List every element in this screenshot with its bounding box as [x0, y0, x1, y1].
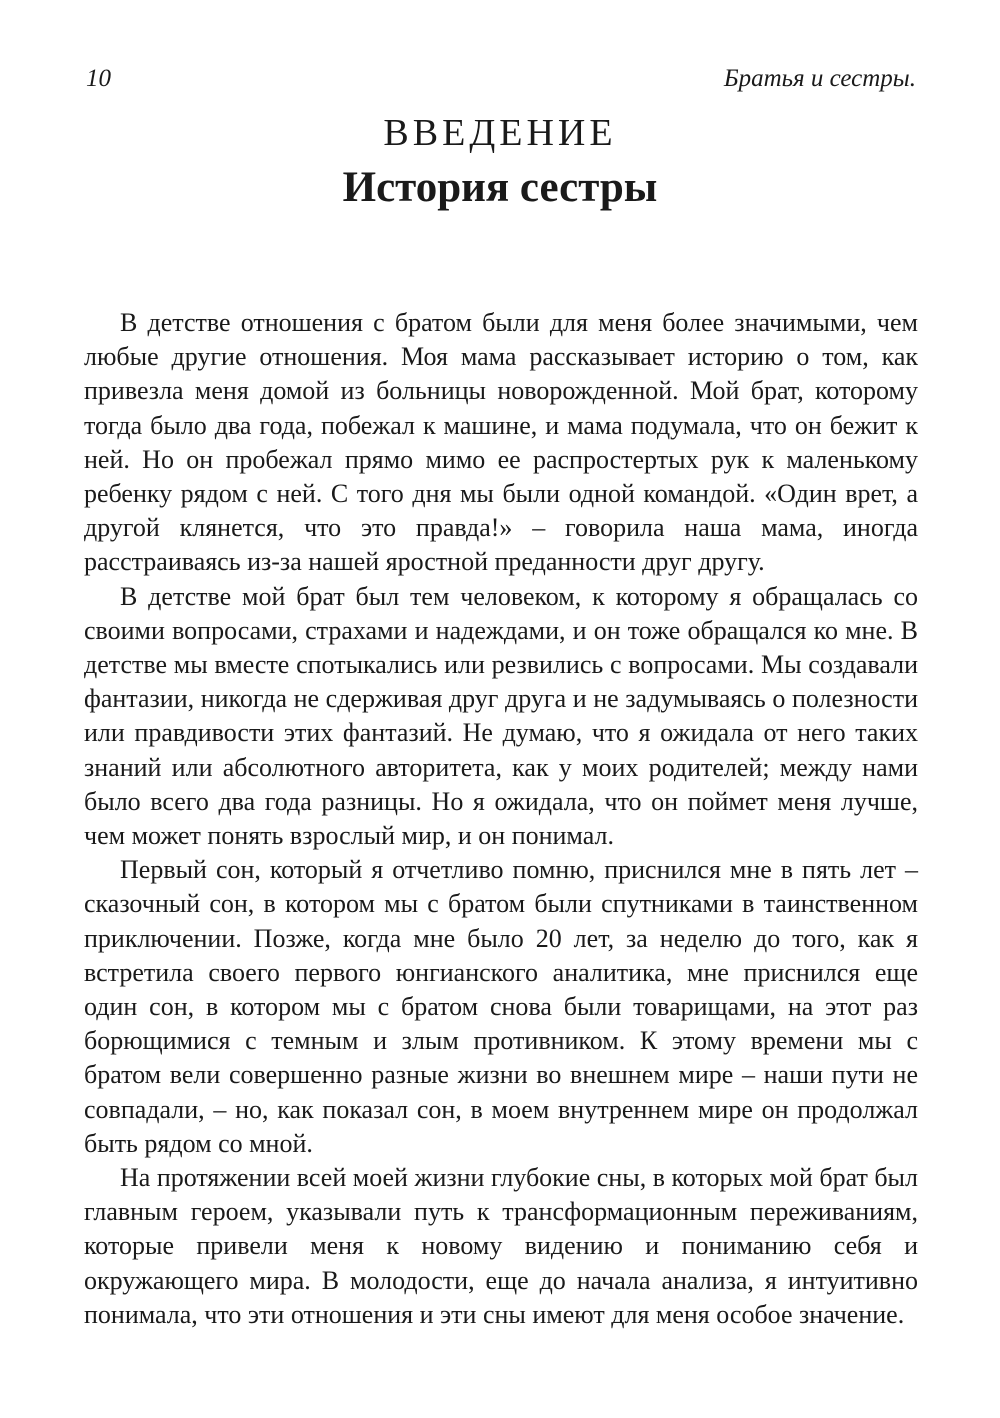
- chapter-title: История сестры: [342, 164, 658, 211]
- paragraph: В детстве мой брат был тем человеком, к которому я обращалась со своими вопросами, страхами и надеждами, и он тоже обращался ко мне. В детстве мы вместе спотыкались или резвились с вопросами. Мы создавали фантазии, никогда не сдерживая друг друга и не задумываясь о полезности или правдивости этих фантазий. Не думаю, что я ожидала от него таких знаний или абсолютного авторитета, как у моих родителей; между нами было всего два года разницы. Но я ожидала, что он поймет меня лучше, чем может понять взрослый мир, и он понимал.: [84, 581, 918, 851]
- paragraph: Первый сон, который я отчетливо помню, приснился мне в пять лет – сказочный сон, в котором мы с братом были спутниками в таинственном приключении. Позже, когда мне было 20 лет, за неделю до того, как я встретила своего первого юнгианского аналитика, мне приснился еще один сон, в котором мы с братом снова были товарищами, на этот раз борющимися с темным и злым противником. К этому времени мы с братом вели совершенно разные жизни во внешнем мире – наши пути не совпадали, – но, как показал сон, в моем внутреннем мире он продолжал быть рядом со мной.: [84, 855, 918, 1158]
- running-head: [86, 62, 916, 96]
- paragraph: На протяжении всей моей жизни глубокие сны, в которых мой брат был главным героем, указывали путь к трансформационным переживаниям, которые привели меня к новому видению и пониманию себя и окружающего мира. В молодости, еще до начала анализа, я интуитивно понимала, что эти отношения и эти сны имеют для меня особое значение.: [84, 1163, 918, 1329]
- body-text: [84, 306, 918, 1332]
- chapter-label: ВВЕДЕНИЕ: [383, 112, 617, 154]
- paragraph: В детстве отношения с братом были для меня более значимыми, чем любые другие отношения. Моя мама рассказывает историю о том, как привезла меня домой из больницы новорожденной. Мой брат, которому тогда было два года, побежал к машине, и мама подумала, что он бежит к ней. Но он пробежал прямо мимо ее распростертых рук к маленькому ребенку рядом с ней. С того дня мы были одной командой. «Один врет, а другой клянется, что это правда!» – говорила наша мама, иногда расстраиваясь из-за нашей яростной преданности друг другу.: [84, 308, 918, 577]
- running-title: Братья и сестры.: [723, 65, 916, 92]
- page-number: 10: [86, 65, 111, 92]
